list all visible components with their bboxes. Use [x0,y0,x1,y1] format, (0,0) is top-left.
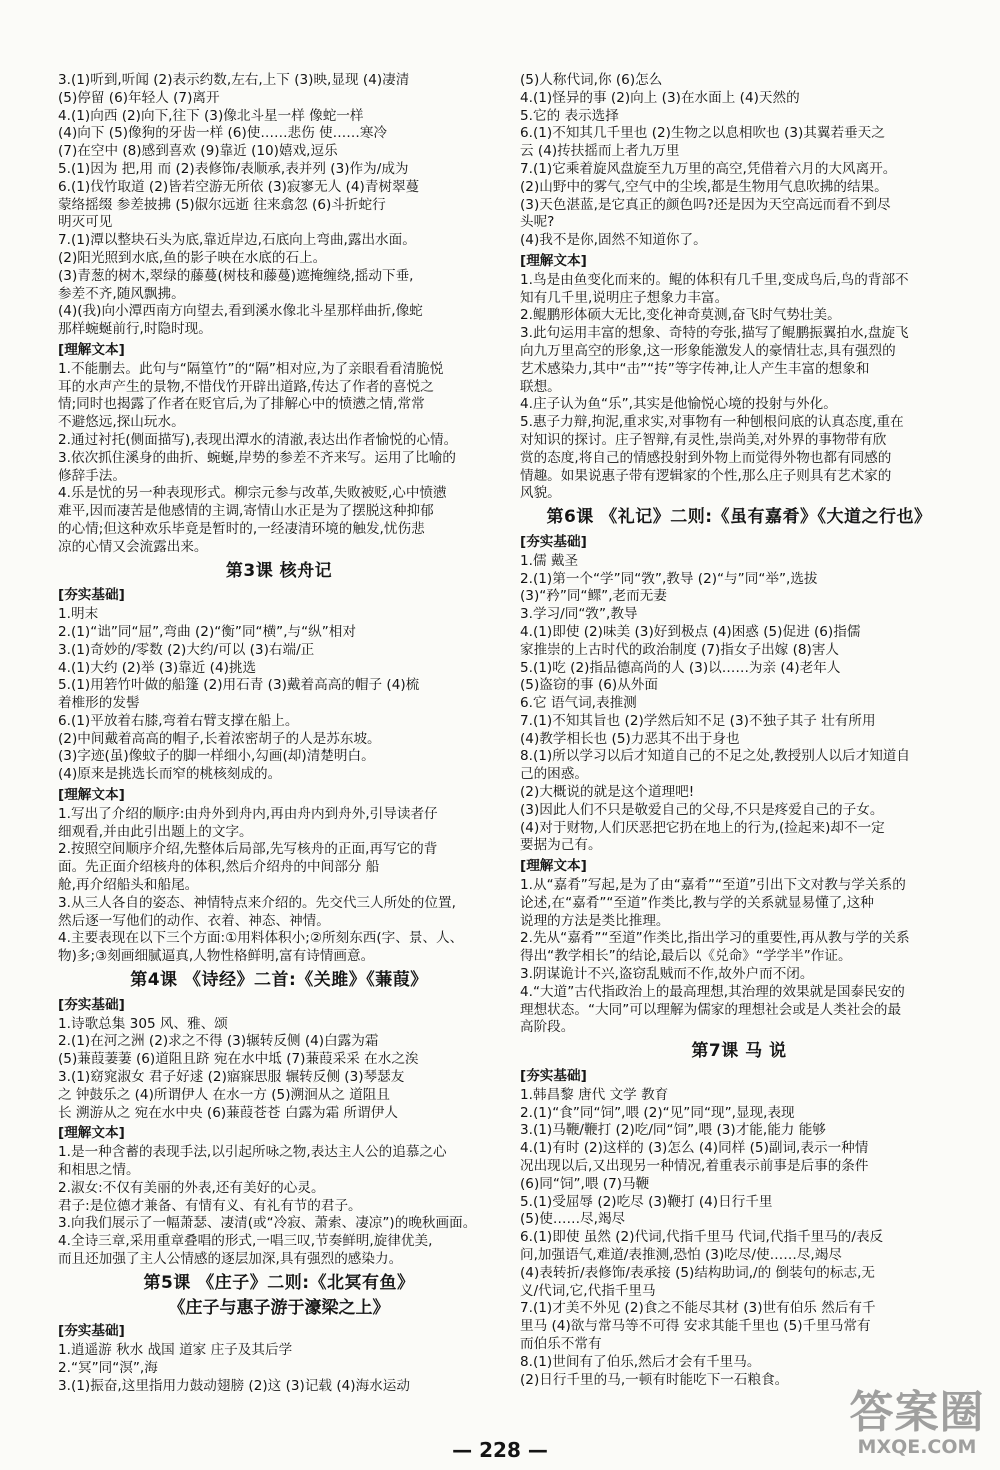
answer-line: 况出现以后,又出现另一种情况,着重表示前事是后事的条件 [520,1158,869,1175]
answer-line: (2)日行千里的马,一顿有时能吃下一石粮食。 [520,1371,789,1388]
answer-line: 4.(1)向西 (2)向下,往下 (3)像北斗星一样 像蛇一样 [58,107,364,124]
answer-line: 3.(1)振奋,这里指用力鼓动翅膀 (2)这 (3)记载 (4)海水运动 [58,1377,410,1394]
answer-line: (4)我不是你,固然不知道你了。 [520,232,707,249]
answer-line: 不避悠远,探山玩水。 [58,414,185,431]
answer-line: 明灭可见 [58,214,113,231]
answer-line: (5)盗窃的事 (6)从外面 [520,677,658,694]
answer-line: 3.此句运用丰富的想象、奇特的夸张,描写了鲲鹏振翼拍水,盘旋飞 [520,325,909,342]
section-tag: [夯实基础] [58,1323,125,1340]
answer-line: (2)中间戴着高高的帽子,长着浓密胡子的人是苏东坡。 [58,730,381,747]
lesson-heading: 第4课 《诗经》二首:《关雎》《蒹葭》 [130,970,428,991]
section-tag: [理解文本] [58,787,125,804]
answer-line: 参差不齐,随风飘拂。 [58,285,185,302]
answer-line: 云 (4)抟扶摇而上者九万里 [520,143,680,160]
answer-line: 赏的态度,将自己的情感投射到外物上而觉得外物也都有同感的 [520,449,892,466]
section-tag: [夯实基础] [520,1068,587,1085]
answer-line: (7)在空中 (8)感到喜欢 (9)靠近 (10)嬉戏,逗乐 [58,143,338,160]
answer-line: 论述,在“嘉肴”“至道”作类比,教与学的关系就显易懂了,这种 [520,894,874,911]
answer-line: (6)同“饲”,喂 (7)马鞭 [520,1175,650,1192]
answer-line: 2.通过衬托(侧面描写),表现出潭水的清澈,表达出作者愉悦的心情。 [58,431,458,448]
answer-line: 4.主要表现在以下三个方面:①用料体积小;②所刻东西(字、景、人、 [58,930,464,947]
watermark-title: 答案圈 [849,1387,985,1438]
answer-line: (3)“矜”同“鳏”,老而无妻 [520,588,667,605]
answer-line: 情;同时也揭露了作者在贬官后,为了排解心中的愤懑之情,常常 [58,396,425,413]
answer-line: 里马 (4)欲与常马等不可得 安求其能千里也 (5)千里马常有 [520,1318,871,1335]
answer-line: 2.按照空间顺序介绍,先整体后局部,先写核舟的正面,再写它的背 [58,841,438,858]
lesson-subheading: 《庄子与惠子游于濠梁之上》 [168,1297,390,1318]
answer-line: 4.“大道”古代指政治上的最高理想,其治理的效果就是国泰民安的 [520,983,905,1000]
answer-line: 4.乐是忧的另一种表现形式。柳宗元参与改革,失败被贬,心中愤懑 [58,485,447,502]
answer-line: (4)对于财物,人们厌恶把它扔在地上的行为,(捡起来)却不一定 [520,819,885,836]
watermark-logo [848,1387,986,1458]
lesson-heading: 第5课 《庄子》二则:《北冥有鱼》 [143,1272,415,1293]
section-tag: [理解文本] [58,1125,125,1142]
answer-line: 向九万里高空的形象,这一形象能激发人的豪情壮志,具有强烈的 [520,342,896,359]
answer-line: (5)使……尽,竭尽 [520,1211,626,1228]
answer-line: 2.(1)“诎”同“屈”,弯曲 (2)“衡”同“横”,与“纵”相对 [58,623,356,640]
answer-line: (4)表转折/表修饰/表承接 (5)结构助词,/的 倒装句的标志,无 [520,1264,876,1281]
answer-line: 然后逐一写他们的动作、衣着、神态、神情。 [58,912,330,929]
answer-line: (2)大概说的就是这个道理吧! [520,784,695,801]
answer-line: 君子:是位德才兼备、有情有义、有礼有节的君子。 [58,1197,362,1214]
answer-line: 长 溯游从之 宛在水中央 (6)蒹葭苍苍 白露为霜 所谓伊人 [58,1104,398,1121]
answer-line: 3.(1)马鞭/鞭打 (2)吃/同“饲”,喂 (3)才能,能力 能够 [520,1122,826,1139]
answer-line: 家推崇的上古时代的政治制度 (7)指女子出嫁 (8)害人 [520,641,840,658]
right-column [520,72,958,1389]
answer-line: 要据为己有。 [520,837,602,854]
answer-line: 1.儒 戴圣 [520,552,579,569]
answer-line: 2.(1)第一个“学”同“敩”,教导 (2)“与”同“举”,选拔 [520,570,818,587]
answer-line: 4.全诗三章,采用重章叠唱的形式,一唱三叹,节奏鲜明,旋律优美, [58,1233,433,1250]
answer-line: 5.(1)吃 (2)指品德高尚的人 (3)以……为亲 (4)老年人 [520,659,841,676]
answer-line: 7.(1)才美不外见 (2)食之不能尽其材 (3)世有伯乐 然后有千 [520,1300,876,1317]
answer-line: 4.(1)大约 (2)举 (3)靠近 (4)挑选 [58,659,257,676]
answer-line: 8.(1)所以学习以后才知道自己的不足之处,教授别人以后才知道自 [520,748,910,765]
answer-line: 4.(1)有时 (2)这样的 (3)怎么 (4)同样 (5)副词,表示一种情 [520,1140,869,1157]
answer-line: 物)多;③刻画细腻逼真,人物性格鲜明,富有诗情画意。 [58,948,375,965]
answer-line: 3.阴谋诡计不兴,盗窃乱贼而不作,故外户而不闭。 [520,966,814,983]
answer-line: 高阶段。 [520,1019,575,1036]
answer-line: 6.它 语气词,表推测 [520,695,637,712]
section-tag: [理解文本] [58,341,125,358]
answer-line: 之 钟鼓乐之 (4)所谓伊人 在水一方 (5)溯洄从之 道阻且 [58,1086,390,1103]
section-tag: [理解文本] [520,252,587,269]
answer-line: 5.(1)因为 把,用 而 (2)表修饰/表顺承,表并列 (3)作为/成为 [58,160,409,177]
answer-line: 6.(1)伐竹取道 (2)皆若空游无所依 (3)寂寥无人 (4)青树翠蔓 [58,178,420,195]
answer-line: 说理的方法是类比推理。 [520,912,670,929]
answer-line: 和相思之情。 [58,1162,140,1179]
answer-line: 蒙络摇缀 参差披拂 (5)俶尔远逝 往来翕忽 (6)斗折蛇行 [58,196,386,213]
answer-line: 2.(1)“食”同“饲”,喂 (2)“见”同“现”,显现,表现 [520,1104,795,1121]
answer-line: 3.(1)听到,听闻 (2)表示约数,左右,上下 (3)映,显现 (4)凄清 [58,72,410,88]
answer-line: (4)(我)向小潭西南方向望去,看到溪水像北斗星那样曲折,像蛇 [58,303,423,320]
answer-line: 着椎形的发髻 [58,695,140,712]
page-number: — 228 — [452,1438,548,1462]
answer-line: (5)停留 (6)年轻人 (7)离开 [58,89,220,106]
answer-line: 难平,因而凄苦是他感情的主调,寄情山水正是为了摆脱这种抑郁 [58,503,434,520]
answer-line: 7.(1)不知其旨也 (2)学然后知不足 (3)不独子其子 壮有所用 [520,712,876,729]
lesson-heading: 第3课 核舟记 [225,560,333,581]
answer-line: 6.(1)平放着右膝,弯着右臂支撑在船上。 [58,712,299,729]
answer-line: 3.学习/同“敩”,教导 [520,606,638,623]
answer-line: 2.(1)在河之洲 (2)求之不得 (3)辗转反侧 (4)白露为霜 [58,1033,379,1050]
answer-line: 5.(1)受屈辱 (2)吃尽 (3)鞭打 (4)日行千里 [520,1193,773,1210]
answer-line: 面。先正面介绍核舟的体积,然后介绍舟的中间部分 船 [58,859,380,876]
answer-line: (3)青葱的树木,翠绿的藤蔓(树枝和藤蔓)遮掩缠绕,摇动下垂, [58,267,414,284]
answer-line: (2)山野中的雾气,空气中的尘埃,都是生物用气息吹拂的结果。 [520,178,888,195]
answer-line: 舱,再介绍船头和船尾。 [58,877,199,894]
answer-line: 3.依次抓住溪身的曲折、蜿蜒,岸势的参差不齐来写。运用了比喻的 [58,449,456,466]
answer-line: 细观看,并由此引出题上的文字。 [58,823,253,840]
answer-line: 情趣。如果说惠子带有逻辑家的个性,那么庄子则具有艺术家的 [520,467,892,484]
answer-line: 义/代词,它,代指千里马 [520,1282,656,1299]
answer-line: (3)天色湛蓝,是它真正的颜色吗?还是因为天空高远而看不到尽 [520,196,891,213]
answer-line: 1.明末 [58,606,99,623]
answer-line: 5.惠子力辩,拘泥,重求实,对事物有一种刨根问底的认真态度,重在 [520,414,904,431]
answer-line: 联想。 [520,378,561,395]
answer-line: 1.逍遥游 秋水 战国 道家 庄子及其后学 [58,1342,293,1359]
answer-line: 6.(1)即使 虽然 (2)代词,代指千里马 代词,代指千里马的/表反 [520,1229,884,1246]
answer-line: 得出“教学相长”的结论,最后以《兑命》“学学半”作证。 [520,948,852,965]
answer-line: 2.鲲鹏形体硕大无比,变化神奇莫测,奋飞时气势壮美。 [520,307,841,324]
answer-line: 头呢? [520,214,555,231]
answer-line: (5)蒹葭萋萋 (6)道阻且跻 宛在水中坻 (7)蒹葭采采 在水之涘 [58,1051,419,1068]
lesson-heading: 第6课 《礼记》二则:《虽有嘉肴》《大道之行也》 [546,507,932,528]
lesson-heading: 第7课 马 说 [691,1041,787,1062]
left-column [58,72,500,1396]
answer-line: 对知识的探讨。庄子智辩,有灵性,崇尚美,对外界的事物带有欣 [520,431,887,448]
answer-line: 耳的水声产生的景物,不惜伐竹开辟出道路,传达了作者的喜悦之 [58,378,434,395]
answer-line: 风貌。 [520,485,561,502]
section-tag: [夯实基础] [520,533,587,550]
answer-line: 6.(1)不知其几千里也 (2)生物之以息相吹也 (3)其翼若垂天之 [520,125,885,142]
answer-line: 而且还加强了主人公情感的逐层加深,具有强烈的感染力。 [58,1251,403,1267]
answer-line: (4)原来是挑选长而窄的桃核刻成的。 [58,766,282,783]
answer-line: (2)阳光照到水底,鱼的影子映在水底的石上。 [58,249,327,266]
answer-line: 2.先从“嘉肴”“至道”作类比,指出学习的重要性,再从教与学的关系 [520,930,910,947]
answer-line: 的心情;但这种欢乐毕竟是暂时的,一经凄清环境的触发,忧伤悲 [58,520,425,537]
answer-line: 5.它的 表示选择 [520,107,619,124]
answer-line: 修辞手法。 [58,467,126,484]
answer-line: 知有几千里,说明庄子想象力丰富。 [520,289,729,306]
answer-line: 4.(1)即使 (2)味美 (3)好到极点 (4)困惑 (5)促进 (6)指儒 [520,623,861,640]
answer-line: 3.(1)窈窕淑女 君子好逑 (2)寤寐思服 辗转反侧 (3)琴瑟友 [58,1069,405,1086]
answer-line: 1.韩昌黎 唐代 文学 教育 [520,1086,669,1103]
answer-line: 2.淑女:不仅有美丽的外表,还有美好的心灵。 [58,1179,325,1196]
answer-line: 问,加强语气,难道/表推测,恐怕 (3)吃尽/使……尽,竭尽 [520,1247,842,1263]
answer-line: 凉的心情又会流露出来。 [58,538,208,555]
section-tag: [夯实基础] [58,587,125,604]
answer-line: 8.(1)世间有了伯乐,然后才会有千里马。 [520,1353,761,1370]
answer-line: 7.(1)它乘着旋风盘旋至九万里的高空,凭借着六月的大风离开。 [520,160,897,177]
watermark-url: MXQE.COM [857,1436,977,1458]
answer-line: 5.(1)用箬竹叶做的船篷 (2)用石青 (3)戴着高高的帽子 (4)梳 [58,677,420,694]
answer-line: 4.庄子认为鱼“乐”,其实是他愉悦心境的投射与外化。 [520,396,837,413]
answer-line: 1.是一种含蓄的表现手法,以引起所咏之物,表达主人公的追慕之心 [58,1144,447,1161]
answer-line: 1.不能删去。此句与“隔篁竹”的“隔”相对应,为了亲眼看看清脆悦 [58,360,444,377]
answer-line: 己的困惑。 [520,766,588,783]
answer-line: 1.诗歌总集 305 风、雅、颂 [58,1015,228,1032]
answer-line: 3.(1)奇妙的/零数 (2)大约/可以 (3)右端/正 [58,641,315,658]
answer-line: (5)人称代词,你 (6)怎么 [520,72,663,88]
answer-line: (3)因此人们不只是敬爱自己的父母,不只是疼爱自己的子女。 [520,801,884,818]
answer-line: (4)教学相长也 (5)力恶其不出于身也 [520,730,740,747]
answer-line: 理想状态。“大同”可以理解为儒家的理想社会或是人类社会的最 [520,1001,902,1018]
answer-line: (3)字迹(虽)像蚊子的脚一样细小,勾画(却)清楚明白。 [58,748,375,765]
answer-line: 1.鸟是由鱼变化而来的。鲲的体积有几千里,变成鸟后,鸟的背部不 [520,271,909,288]
answer-line: 而伯乐不常有 [520,1335,602,1352]
answer-line: 3.向我们展示了一幅萧瑟、凄清(或“冷寂、萧索、凄凉”)的晚秋画面。 [58,1215,477,1232]
answer-line: 艺术感染力,其中“击”“抟”等字传神,让人产生丰富的想象和 [520,360,870,377]
answer-line: 1.从“嘉肴”写起,是为了由“嘉肴”“至道”引出下文对教与学关系的 [520,877,906,894]
section-tag: [夯实基础] [58,996,125,1013]
section-tag: [理解文本] [520,858,587,875]
answer-line: 4.(1)怪异的事 (2)向上 (3)在水面上 (4)天然的 [520,89,800,106]
answer-line: (4)向下 (5)像狗的牙齿一样 (6)使……悲伤 使……寒冷 [58,125,388,142]
answer-line: 1.写出了介绍的顺序:由舟外到舟内,再由舟内到舟外,引导读者仔 [58,805,438,822]
answer-line: 那样蜿蜒前行,时隐时现。 [58,321,212,338]
answer-line: 7.(1)潭以整块石头为底,靠近岸边,石底向上弯曲,露出水面。 [58,232,416,249]
answer-line: 2.“冥”同“溟”,海 [58,1359,158,1376]
answer-line: 3.从三人各自的姿态、神情特点来介绍的。先交代三人所处的位置, [58,894,456,911]
